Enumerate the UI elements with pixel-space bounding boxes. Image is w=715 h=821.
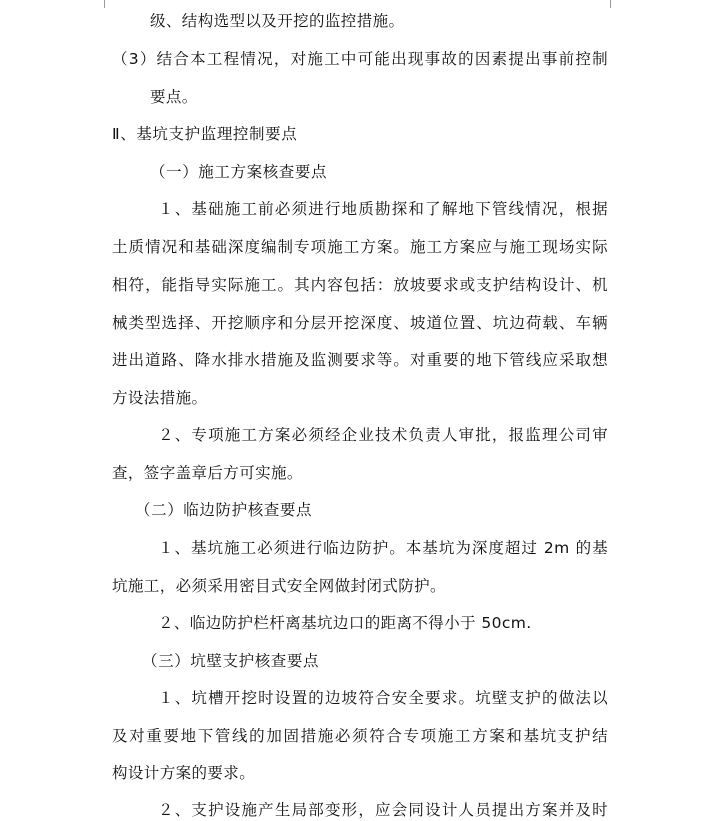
subsection-heading: （三）坑壁支护核查要点 xyxy=(142,652,320,670)
text-line: 构设计方案的要求。 xyxy=(112,764,256,782)
text-line: ２、专项施工方案必须经企业技术负责人审批，报监理公司审 xyxy=(158,426,608,444)
text-line: １、坑槽开挖时设置的边坡符合安全要求。坑壁支护的做法以 xyxy=(158,689,608,707)
text-line: 及对重要地下管线的加固措施必须符合专项施工方案和基坑支护结 xyxy=(112,727,608,745)
text-line: 械类型选择、开挖顺序和分层开挖深度、坡道位置、坑边荷载、车辆 xyxy=(112,314,608,332)
text-line: 要点。 xyxy=(150,88,198,106)
text-line: 坑施工，必须采用密目式安全网做封闭式防护。 xyxy=(112,577,446,595)
text-line: 查，签字盖章后方可实施。 xyxy=(112,464,303,482)
text-line: 进出道路、降水排水措施及监测要求等。对重要的地下管线应采取想 xyxy=(112,351,608,369)
page-corner-mark-left xyxy=(94,0,105,8)
text-line: 土质情况和基础深度编制专项施工方案。施工方案应与施工现场实际 xyxy=(112,238,608,256)
text-line: 相符，能指导实际施工。其内容包括：放坡要求或支护结构设计、机 xyxy=(112,276,608,294)
section-heading: Ⅱ、基坑支护监理控制要点 xyxy=(112,125,298,143)
text-line: 级、结构选型以及开挖的监控措施。 xyxy=(150,12,405,30)
text-line: ２、临边防护栏杆离基坑边口的距离不得小于 50cm. xyxy=(158,614,532,632)
text-line: ２、支护设施产生局部变形，应会同设计人员提出方案并及时 xyxy=(158,801,608,819)
subsection-heading: （一）施工方案核查要点 xyxy=(150,163,328,181)
text-line: 方设法措施。 xyxy=(112,389,208,407)
subsection-heading: （二）临边防护核查要点 xyxy=(135,501,313,519)
page-corner-mark-right xyxy=(610,0,621,8)
text-line: （3）结合本工程情况，对施工中可能出现事故的因素提出事前控制 xyxy=(112,50,608,68)
text-line: １、基坑施工必须进行临边防护。本基坑为深度超过 2m 的基 xyxy=(158,539,608,557)
text-line: １、基础施工前必须进行地质勘探和了解地下管线情况，根据 xyxy=(158,200,608,218)
